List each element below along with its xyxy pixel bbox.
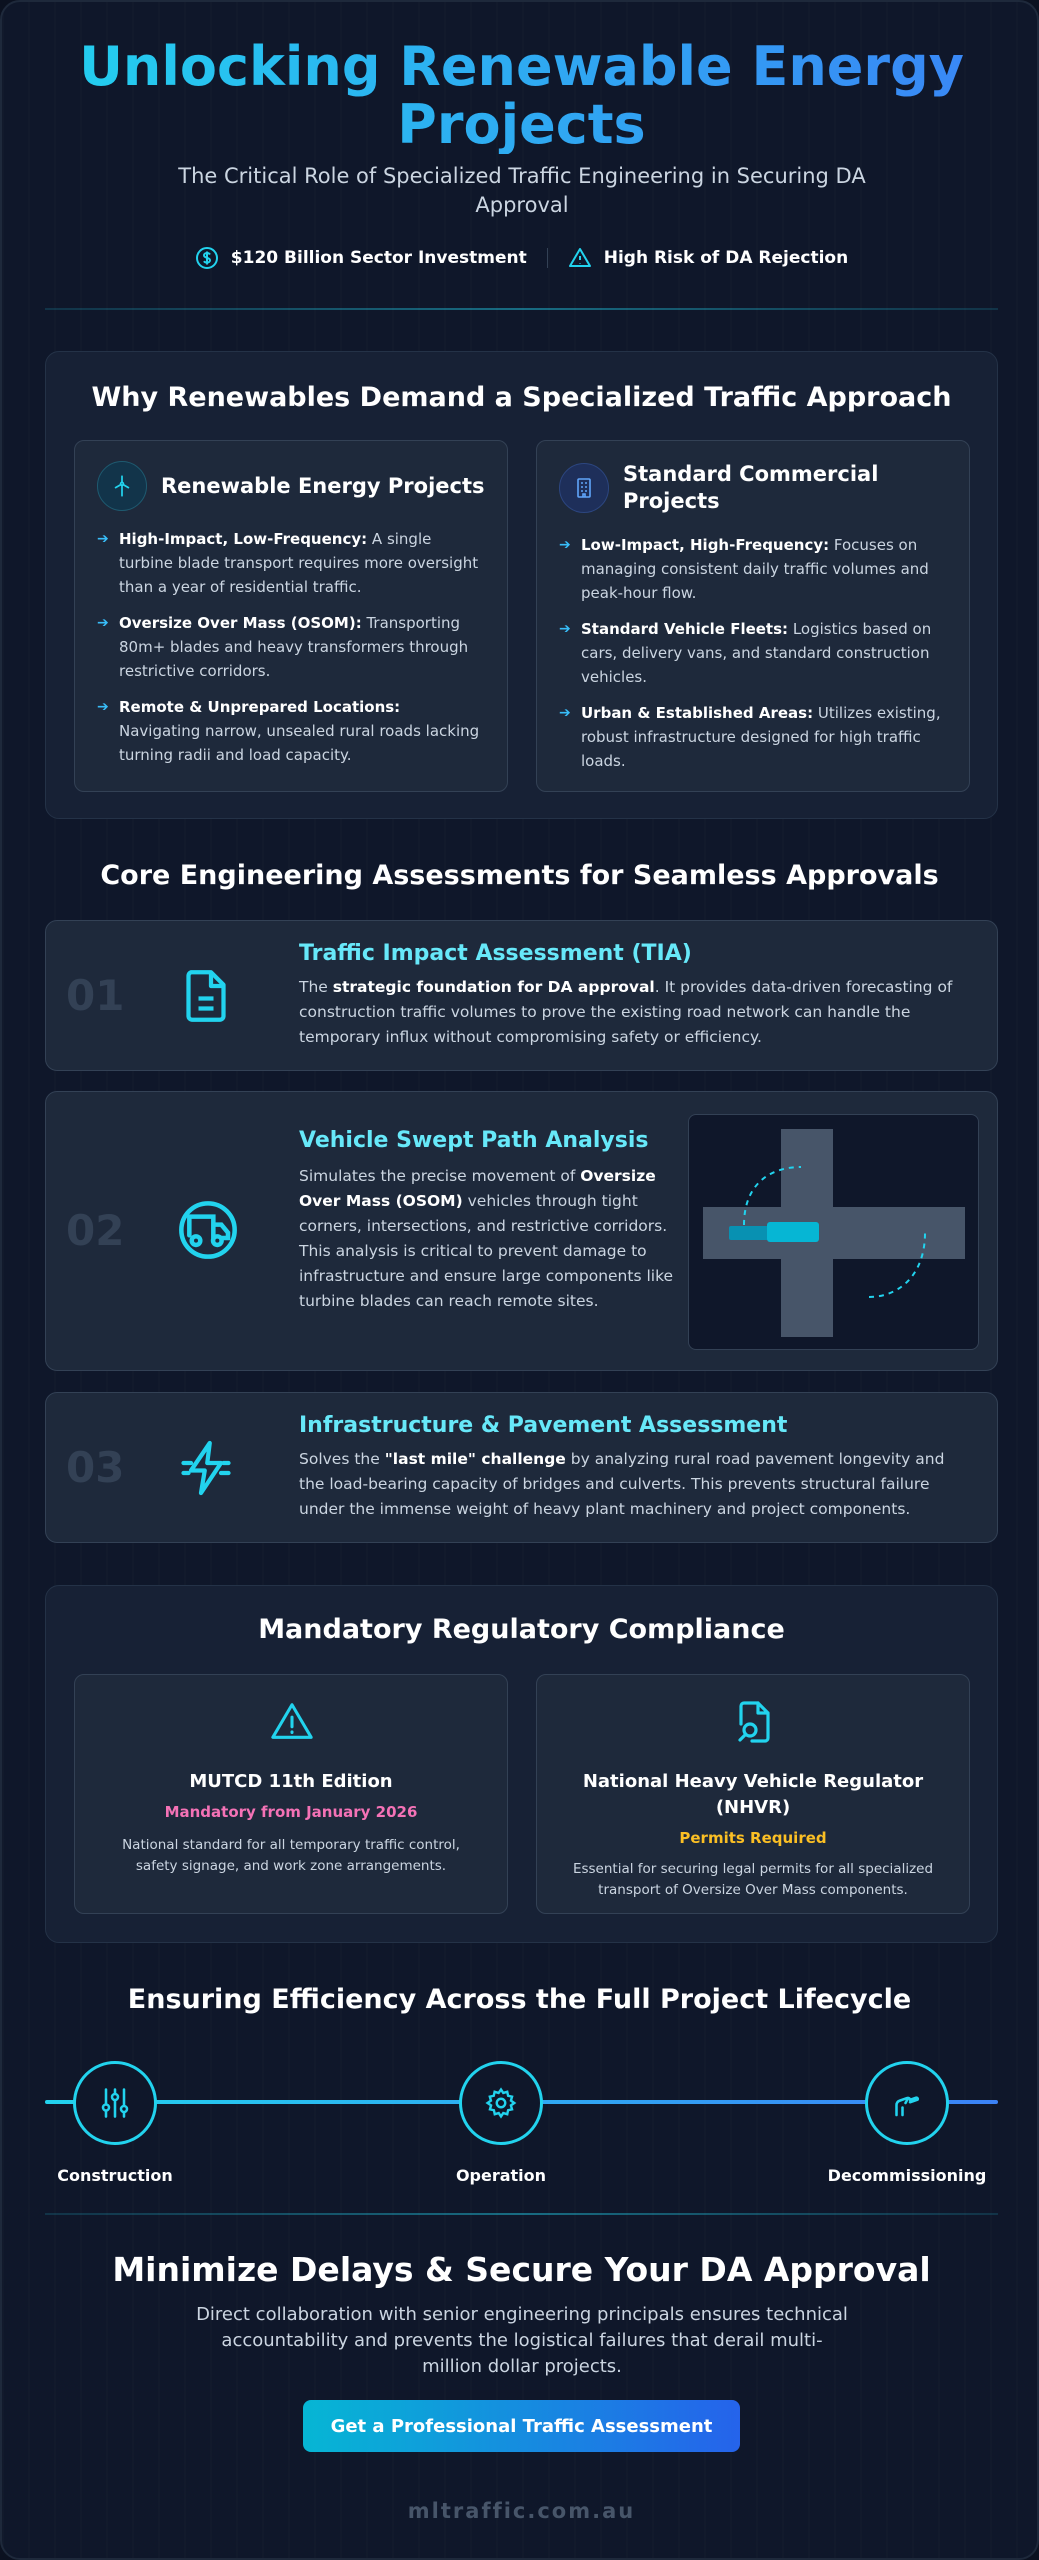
standard-list: [559, 533, 947, 785]
hand-icon: [889, 2085, 925, 2121]
page-title-line1: Unlocking Renewable Energy: [79, 35, 964, 98]
standard-card: [536, 440, 970, 792]
assessment-description: Simulates the precise movement of Oversize Over Mass (OSOM) vehicles through tight corners, intersections, and restrictive corridors. This analysis is critical to prevent damage to infrastructure and ensure large components like turbine blades can reach remote sites.: [299, 1167, 674, 1310]
assessment-number: 02: [66, 1206, 125, 1255]
assessment-title: Vehicle Swept Path Analysis: [299, 1128, 649, 1153]
mutcd-card: [74, 1674, 508, 1914]
assessment-description: Solves the "last mile" challenge by analyzing rural road pavement longevity and the load-bearing capacity of bridges and culverts. This prevents structural failure under the immense weight of heavy plant machinery and project components.: [299, 1450, 945, 1518]
assessment-card-pavement: [45, 1392, 998, 1543]
assessment-number: 01: [66, 971, 125, 1020]
mutcd-status: Mandatory from January 2026: [164, 1803, 418, 1821]
standard-card-header: [559, 461, 878, 515]
nhvr-description: Essential for securing legal permits for all specialized transport of Oversize Over Mass components.: [572, 1861, 934, 1898]
stat-divider: [547, 248, 548, 268]
assessment-card-swept-path: [45, 1091, 998, 1371]
lifecycle-node-decommissioning: [865, 2061, 949, 2145]
list-item: ➔ Remote & Unprepared Locations: Navigating narrow, unsealed rural roads lacking turning radii and load capacity.: [97, 695, 485, 767]
truck-icon: [176, 1198, 240, 1262]
lifecycle-title: Ensuring Efficiency Across the Full Project Lifecycle: [127, 1984, 912, 2015]
page-subtitle: The Critical Role of Specialized Traffic Engineering in Securing DA Approval: [178, 164, 866, 217]
document-icon: [176, 965, 236, 1027]
nhvr-status: Permits Required: [679, 1829, 827, 1847]
list-item: ➔ Low-Impact, High-Frequency: Focuses on managing consistent daily traffic volumes and peak-hour flow.: [559, 533, 947, 605]
gear-icon: [484, 2086, 518, 2120]
lifecycle-node-operation: [459, 2061, 543, 2145]
swept-path-diagram: [688, 1114, 979, 1350]
mutcd-description: National standard for all temporary traffic control, safety signage, and work zone arrangements.: [122, 1837, 460, 1874]
arrow-right-icon: ➔: [97, 615, 109, 631]
compliance-title: Mandatory Regulatory Compliance: [258, 1614, 785, 1645]
list-item: ➔ Standard Vehicle Fleets: Logistics based on cars, delivery vans, and standard construction vehicles.: [559, 617, 947, 689]
cta-title: Minimize Delays & Secure Your DA Approval: [112, 2250, 931, 2289]
assessment-description: The strategic foundation for DA approval. It provides data-driven forecasting of construction traffic volumes to prove the existing road network can handle the temporary influx without compromising safety or efficiency.: [299, 978, 953, 1046]
assessment-title: Infrastructure & Pavement Assessment: [299, 1413, 788, 1438]
stat-investment: [195, 246, 527, 270]
renewable-list: [97, 527, 485, 779]
lifecycle-label-operation: Operation: [455, 2166, 547, 2185]
nhvr-title: National Heavy Vehicle Regulator (NHVR): [582, 1771, 924, 1818]
arrow-right-icon: ➔: [97, 531, 109, 547]
dollar-circle-icon: [195, 246, 219, 270]
why-section: [45, 351, 998, 819]
assessment-card-tia: [45, 920, 998, 1071]
mutcd-title: MUTCD 11th Edition: [189, 1771, 393, 1792]
assessment-title: Traffic Impact Assessment (TIA): [299, 941, 692, 966]
renewable-card: [74, 440, 508, 792]
arrow-right-icon: ➔: [97, 699, 109, 715]
assessments-title: Core Engineering Assessments for Seamless Approvals: [100, 860, 939, 891]
stat-risk-label: High Risk of DA Rejection: [603, 248, 849, 268]
page-title-line2: Projects: [397, 93, 646, 156]
section-divider: [45, 308, 998, 310]
arrow-right-icon: ➔: [559, 705, 571, 721]
list-item: ➔ Urban & Established Areas: Utilizes existing, robust infrastructure designed for high traffic loads.: [559, 701, 947, 773]
compliance-section: [45, 1585, 998, 1943]
renewable-card-title: Renewable Energy Projects: [161, 473, 485, 498]
renewable-card-header: [97, 461, 485, 511]
arrow-right-icon: ➔: [559, 621, 571, 637]
list-item: ➔ High-Impact, Low-Frequency: A single turbine blade transport requires more oversight than a year of residential traffic.: [97, 527, 485, 599]
why-title: Why Renewables Demand a Specialized Traffic Approach: [91, 382, 952, 413]
arrow-right-icon: ➔: [559, 537, 571, 553]
assessment-number: 03: [66, 1443, 125, 1492]
building-icon: [559, 463, 609, 513]
wind-turbine-icon: [97, 461, 147, 511]
stat-investment-label: $120 Billion Sector Investment: [230, 248, 527, 268]
page-title: [2, 35, 1039, 156]
swept-path-illustration: [689, 1115, 980, 1351]
section-divider: [45, 2213, 998, 2215]
lifecycle-label-decommissioning: Decommissioning: [827, 2166, 987, 2185]
get-assessment-button[interactable]: Get a Professional Traffic Assessment: [303, 2400, 740, 2452]
warning-triangle-icon: [568, 246, 592, 270]
cta-description: Direct collaboration with senior engineering principals ensures technical accountability and prevents the logistical failures that derail multi-million dollar projects.: [196, 2304, 848, 2377]
standard-card-title: Standard Commercial Projects: [623, 462, 879, 513]
stat-risk: [568, 246, 848, 270]
file-search-icon: [730, 1697, 778, 1747]
lifecycle-label-construction: Construction: [57, 2166, 173, 2185]
sliders-icon: [97, 2085, 133, 2121]
warning-triangle-icon: [268, 1699, 316, 1745]
nhvr-card: [536, 1674, 970, 1914]
list-item: ➔ Oversize Over Mass (OSOM): Transporting 80m+ blades and heavy transformers through restrictive corridors.: [97, 611, 485, 683]
lifecycle-node-construction: [73, 2061, 157, 2145]
footer-domain: mltraffic.com.au: [407, 2499, 636, 2523]
hero-stats: [2, 246, 1039, 270]
road-bolt-icon: [176, 1437, 236, 1499]
